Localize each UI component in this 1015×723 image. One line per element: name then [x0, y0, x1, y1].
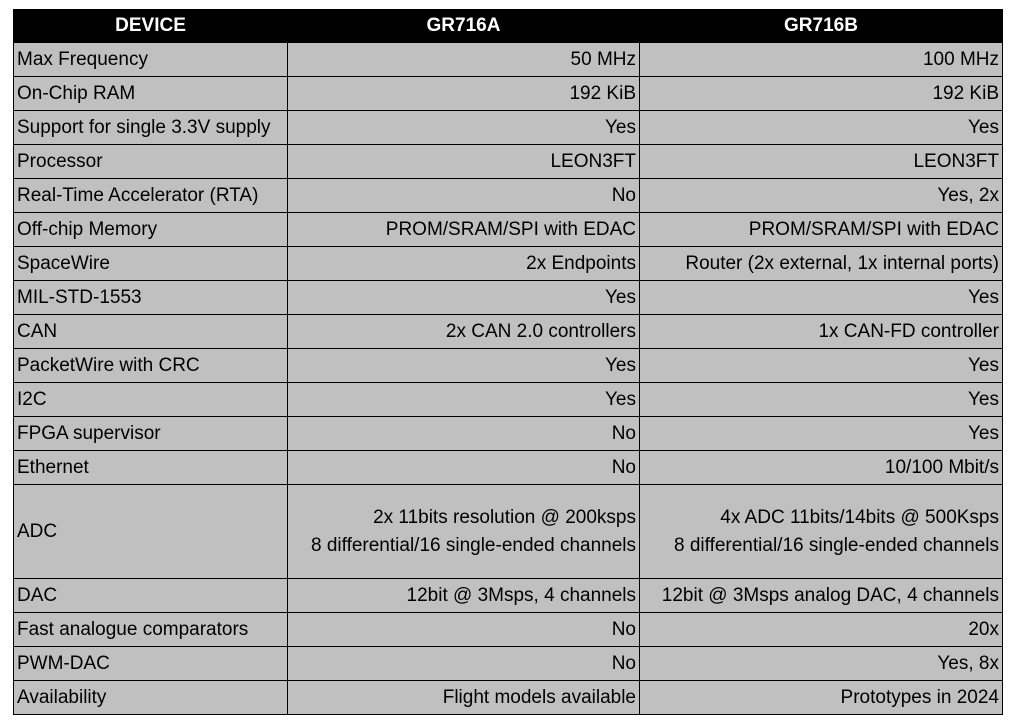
gr716a-value: Yes [288, 111, 640, 145]
gr716a-value: 50 MHz [288, 43, 640, 77]
row-label: On-Chip RAM [14, 77, 288, 111]
table-row [14, 485, 1003, 579]
row-label: ADC [14, 485, 288, 579]
gr716a-value: 192 KiB [288, 77, 640, 111]
gr716b-value: Yes [640, 383, 1003, 417]
gr716a-value: 12bit @ 3Msps, 4 channels [288, 579, 640, 613]
header-gr716b: GR716B [640, 10, 1003, 43]
table-row [14, 681, 1003, 715]
gr716a-value: Flight models available [288, 681, 640, 715]
gr716b-value: LEON3FT [640, 145, 1003, 179]
table-row [14, 613, 1003, 647]
gr716b-value: Yes [640, 349, 1003, 383]
table-row [14, 145, 1003, 179]
gr716a-value [288, 485, 640, 579]
header-device: DEVICE [14, 10, 288, 43]
gr716b-value: Yes, 8x [640, 647, 1003, 681]
gr716a-value: No [288, 647, 640, 681]
gr716b-value: 1x CAN-FD controller [640, 315, 1003, 349]
gr716a-value: Yes [288, 383, 640, 417]
gr716b-value: 20x [640, 613, 1003, 647]
gr716a-value: No [288, 179, 640, 213]
gr716a-value: 2x Endpoints [288, 247, 640, 281]
gr716b-value: 100 MHz [640, 43, 1003, 77]
table-row [14, 247, 1003, 281]
gr716a-value: Yes [288, 281, 640, 315]
row-label: DAC [14, 579, 288, 613]
table-row [14, 179, 1003, 213]
table-row [14, 579, 1003, 613]
row-label: SpaceWire [14, 247, 288, 281]
header-gr716a: GR716A [288, 10, 640, 43]
row-label: Availability [14, 681, 288, 715]
gr716a-value: No [288, 451, 640, 485]
gr716b-value: Yes, 2x [640, 179, 1003, 213]
row-label: FPGA supervisor [14, 417, 288, 451]
row-label: Processor [14, 145, 288, 179]
row-label: PacketWire with CRC [14, 349, 288, 383]
row-label: I2C [14, 383, 288, 417]
table-row [14, 417, 1003, 451]
gr716a-value-line2: 8 differential/16 single-ended channels [311, 534, 636, 556]
gr716b-value: 12bit @ 3Msps analog DAC, 4 channels [640, 579, 1003, 613]
table-row [14, 43, 1003, 77]
gr716b-value: 192 KiB [640, 77, 1003, 111]
gr716b-value: Router (2x external, 1x internal ports) [640, 247, 1003, 281]
gr716b-value: PROM/SRAM/SPI with EDAC [640, 213, 1003, 247]
gr716a-value: Yes [288, 349, 640, 383]
gr716a-value: No [288, 417, 640, 451]
gr716b-value-line2: 8 differential/16 single-ended channels [674, 534, 999, 556]
gr716b-value: Prototypes in 2024 [640, 681, 1003, 715]
table-row [14, 281, 1003, 315]
header-row [14, 10, 1003, 43]
table-row [14, 315, 1003, 349]
gr716b-value-line1: 4x ADC 11bits/14bits @ 500Ksps [720, 506, 999, 528]
table-row [14, 349, 1003, 383]
table-row [14, 451, 1003, 485]
row-label: Ethernet [14, 451, 288, 485]
gr716a-value: LEON3FT [288, 145, 640, 179]
table-row [14, 77, 1003, 111]
gr716a-value: No [288, 613, 640, 647]
gr716b-value: Yes [640, 281, 1003, 315]
table-row [14, 111, 1003, 145]
row-label: Real-Time Accelerator (RTA) [14, 179, 288, 213]
gr716b-value: Yes [640, 417, 1003, 451]
gr716a-value: PROM/SRAM/SPI with EDAC [288, 213, 640, 247]
table-row [14, 383, 1003, 417]
table-row [14, 213, 1003, 247]
table-row [14, 647, 1003, 681]
gr716b-value: 10/100 Mbit/s [640, 451, 1003, 485]
row-label: Max Frequency [14, 43, 288, 77]
gr716a-value-line1: 2x 11bits resolution @ 200ksps [373, 506, 636, 528]
row-label: MIL-STD-1553 [14, 281, 288, 315]
row-label: Off-chip Memory [14, 213, 288, 247]
row-label: CAN [14, 315, 288, 349]
gr716a-value: 2x CAN 2.0 controllers [288, 315, 640, 349]
gr716b-value: Yes [640, 111, 1003, 145]
device-comparison-table [13, 9, 1003, 715]
row-label: PWM-DAC [14, 647, 288, 681]
gr716b-value [640, 485, 1003, 579]
row-label: Fast analogue comparators [14, 613, 288, 647]
row-label: Support for single 3.3V supply [14, 111, 288, 145]
